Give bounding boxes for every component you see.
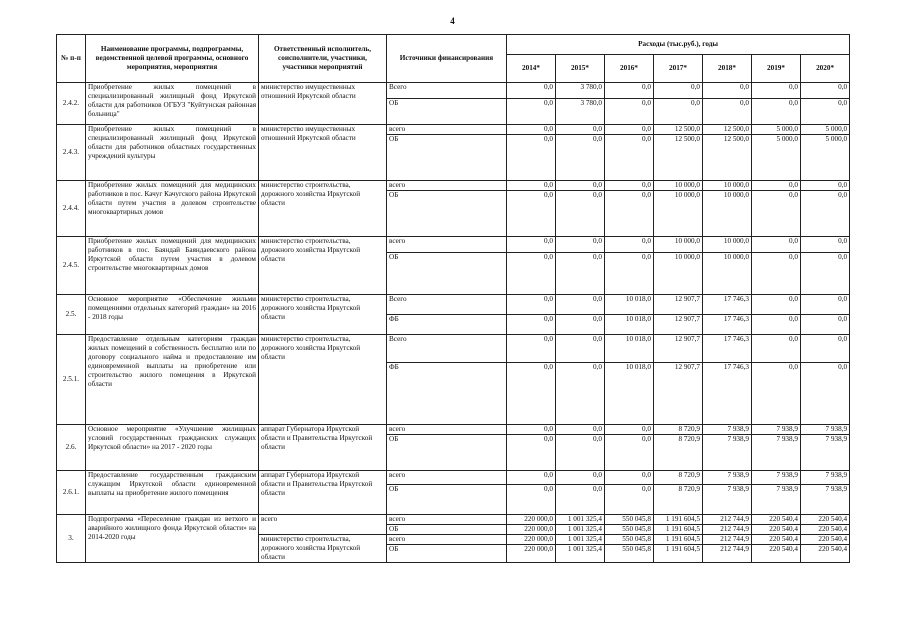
expense-value: 12 500,0: [654, 135, 703, 181]
funding-source: ФБ: [387, 363, 507, 425]
expense-value: 0,0: [507, 191, 556, 237]
header-expenses: Расходы (тыс.руб.), годы: [507, 35, 850, 55]
expense-value: 550 045,8: [605, 535, 654, 545]
expense-value: 0,0: [752, 315, 801, 335]
expense-value: 0,0: [507, 485, 556, 515]
row-number: 3.: [57, 515, 86, 563]
expense-value: 212 744,9: [703, 545, 752, 563]
responsible-executor: всего: [259, 515, 387, 535]
expense-value: 0,0: [507, 471, 556, 485]
expense-value: 8 720,9: [654, 485, 703, 515]
expense-value: 0,0: [556, 435, 605, 471]
expense-value: 0,0: [556, 425, 605, 435]
expense-value: 17 746,3: [703, 315, 752, 335]
expense-value: 7 938,9: [703, 485, 752, 515]
expense-value: 220 540,4: [752, 515, 801, 525]
measure-name: Подпрограмма «Переселение граждан из ветхого и аварийного жилищного фонда Иркутской области» на 2014-2020 годы: [86, 515, 259, 563]
expense-value: 12 907,7: [654, 315, 703, 335]
expense-value: 0,0: [752, 237, 801, 253]
responsible-executor: министерство строительства, дорожного хозяйства Иркутской области: [259, 237, 387, 295]
expense-value: 10 000,0: [703, 237, 752, 253]
expense-value: 0,0: [605, 485, 654, 515]
expense-value: 17 746,3: [703, 295, 752, 315]
responsible-executor: министерство имущественных отношений Иркутской области: [259, 125, 387, 181]
funding-source: ОБ: [387, 191, 507, 237]
expense-value: 0,0: [605, 135, 654, 181]
expense-value: 0,0: [556, 125, 605, 135]
expense-value: 8 720,9: [654, 471, 703, 485]
table-row: [57, 295, 850, 315]
expense-value: 0,0: [507, 237, 556, 253]
expense-value: 220 540,4: [801, 535, 850, 545]
expense-value: 10 000,0: [654, 181, 703, 191]
expense-value: 10 000,0: [654, 237, 703, 253]
expense-value: 1 191 604,5: [654, 535, 703, 545]
responsible-executor: министерство строительства, дорожного хозяйства Иркутской области: [259, 295, 387, 335]
header-num: № п-п: [57, 35, 86, 83]
expense-value: 220 540,4: [752, 545, 801, 563]
expense-value: 0,0: [556, 181, 605, 191]
expense-value: 220 540,4: [801, 515, 850, 525]
expense-value: 1 001 325,4: [556, 525, 605, 535]
header-year: 2014*: [507, 55, 556, 83]
row-number: 2.4.3.: [57, 125, 86, 181]
expense-value: 7 938,9: [752, 425, 801, 435]
header-responsible: Ответственный исполнитель, соисполнители, участники, участники мероприятий: [259, 35, 387, 83]
expense-value: 212 744,9: [703, 525, 752, 535]
expense-value: 1 001 325,4: [556, 515, 605, 525]
expense-value: 12 907,7: [654, 363, 703, 425]
row-number: 2.5.1.: [57, 335, 86, 425]
expense-value: 0,0: [752, 335, 801, 363]
expense-value: 0,0: [703, 99, 752, 125]
expense-value: 7 938,9: [752, 471, 801, 485]
header-year: 2020*: [801, 55, 850, 83]
expense-value: 0,0: [801, 253, 850, 295]
expense-value: 0,0: [556, 253, 605, 295]
expense-value: 212 744,9: [703, 535, 752, 545]
expense-value: 10 000,0: [703, 253, 752, 295]
funding-source: ОБ: [387, 135, 507, 181]
header-year: 2016*: [605, 55, 654, 83]
expense-value: 1 191 604,5: [654, 515, 703, 525]
expense-value: 0,0: [752, 363, 801, 425]
funding-source: всего: [387, 471, 507, 485]
expense-value: 17 746,3: [703, 363, 752, 425]
funding-source: ОБ: [387, 435, 507, 471]
expense-value: 0,0: [556, 471, 605, 485]
expense-value: 7 938,9: [703, 425, 752, 435]
funding-source: ФБ: [387, 315, 507, 335]
table-row: [57, 125, 850, 135]
expense-value: 0,0: [703, 83, 752, 99]
expense-value: 220 540,4: [752, 525, 801, 535]
expense-value: 0,0: [752, 83, 801, 99]
expense-value: 212 744,9: [703, 515, 752, 525]
row-number: 2.4.4.: [57, 181, 86, 237]
header-sources: Источники финансирования: [387, 35, 507, 83]
expense-value: 0,0: [752, 181, 801, 191]
expense-value: 0,0: [556, 335, 605, 363]
expense-value: 0,0: [605, 191, 654, 237]
expense-value: 12 500,0: [703, 135, 752, 181]
funding-source: всего: [387, 425, 507, 435]
row-number: 2.4.5.: [57, 237, 86, 295]
expense-value: 0,0: [507, 181, 556, 191]
expense-value: 0,0: [605, 125, 654, 135]
expense-value: 0,0: [556, 191, 605, 237]
header-year: 2015*: [556, 55, 605, 83]
table-row: [57, 181, 850, 191]
expense-value: 10 000,0: [654, 191, 703, 237]
expense-value: 5 000,0: [752, 125, 801, 135]
expense-value: 5 000,0: [801, 125, 850, 135]
expense-value: 7 938,9: [703, 435, 752, 471]
expense-value: 0,0: [507, 435, 556, 471]
responsible-executor: министерство строительства, дорожного хозяйства Иркутской области: [259, 335, 387, 425]
expenses-table: [56, 34, 850, 563]
funding-source: всего: [387, 181, 507, 191]
expense-value: 7 938,9: [801, 425, 850, 435]
expense-value: 550 045,8: [605, 525, 654, 535]
funding-source: ОБ: [387, 253, 507, 295]
expense-value: 10 000,0: [703, 181, 752, 191]
expense-value: 0,0: [801, 83, 850, 99]
expense-value: 3 780,0: [556, 99, 605, 125]
expense-value: 3 780,0: [556, 83, 605, 99]
expense-value: 0,0: [556, 295, 605, 315]
expense-value: 550 045,8: [605, 545, 654, 563]
funding-source: всего: [387, 515, 507, 525]
expense-value: 10 000,0: [703, 191, 752, 237]
expense-value: 0,0: [556, 237, 605, 253]
expense-value: 0,0: [556, 485, 605, 515]
row-number: 2.4.2.: [57, 83, 86, 125]
row-number: 2.5.: [57, 295, 86, 335]
responsible-executor: министерство имущественных отношений Иркутской области: [259, 83, 387, 125]
measure-name: Предоставление отдельным категориям граждан жилых помещений в собственность бесплатно или по договору социального найма и предоставление им единовременной выплаты на приобретение или строительство жилого помещения в Иркутской области: [86, 335, 259, 425]
expense-value: 8 720,9: [654, 435, 703, 471]
expense-value: 220 000,0: [507, 545, 556, 563]
expense-value: 0,0: [507, 99, 556, 125]
expense-value: 550 045,8: [605, 515, 654, 525]
row-number: 2.6.1.: [57, 471, 86, 515]
expense-value: 0,0: [507, 335, 556, 363]
measure-name: Приобретение жилых помещений в специализированный жилищный фонд Иркутской области для работников ОГБУЗ "Куйтунская районная больница": [86, 83, 259, 125]
expense-value: 0,0: [605, 435, 654, 471]
expense-value: 12 907,7: [654, 295, 703, 315]
expense-value: 7 938,9: [752, 435, 801, 471]
funding-source: Всего: [387, 83, 507, 99]
expense-value: 0,0: [605, 471, 654, 485]
funding-source: ОБ: [387, 525, 507, 535]
expense-value: 0,0: [605, 253, 654, 295]
funding-source: Всего: [387, 335, 507, 363]
responsible-executor: аппарат Губернатора Иркутской области и Правительства Иркутской области: [259, 425, 387, 471]
expense-value: 0,0: [801, 99, 850, 125]
expense-value: 0,0: [654, 83, 703, 99]
expense-value: 0,0: [801, 181, 850, 191]
table-row: [57, 83, 850, 99]
table-row: [57, 471, 850, 485]
expense-value: 220 000,0: [507, 525, 556, 535]
expense-value: 0,0: [556, 363, 605, 425]
row-number: 2.6.: [57, 425, 86, 471]
table-row: [57, 515, 850, 525]
expense-value: 0,0: [801, 335, 850, 363]
responsible-executor: министерство строительства, дорожного хозяйства Иркутской области: [259, 181, 387, 237]
expense-value: 1 191 604,5: [654, 525, 703, 535]
expense-value: 220 000,0: [507, 515, 556, 525]
funding-source: ОБ: [387, 99, 507, 125]
expense-value: 7 938,9: [801, 435, 850, 471]
expense-value: 5 000,0: [752, 135, 801, 181]
expense-value: 0,0: [752, 99, 801, 125]
expense-value: 8 720,9: [654, 425, 703, 435]
header-name: Наименование программы, подпрограммы, ведомственной целевой программы, основного мероприятия, мероприятия: [86, 35, 259, 83]
expense-value: 7 938,9: [801, 485, 850, 515]
table-row: [57, 237, 850, 253]
expense-value: 0,0: [801, 363, 850, 425]
expense-value: 0,0: [605, 425, 654, 435]
funding-source: Всего: [387, 295, 507, 315]
header-year: 2019*: [752, 55, 801, 83]
funding-source: ОБ: [387, 485, 507, 515]
expense-value: 0,0: [605, 237, 654, 253]
funding-source: всего: [387, 237, 507, 253]
table-row: [57, 335, 850, 363]
expense-value: 0,0: [605, 83, 654, 99]
expense-value: 0,0: [507, 83, 556, 99]
expense-value: 10 018,0: [605, 315, 654, 335]
expense-value: 1 001 325,4: [556, 545, 605, 563]
funding-source: ОБ: [387, 545, 507, 563]
expense-value: 10 018,0: [605, 363, 654, 425]
expense-value: 0,0: [507, 315, 556, 335]
expense-value: 220 540,4: [752, 535, 801, 545]
header-year: 2017*: [654, 55, 703, 83]
expense-value: 0,0: [556, 315, 605, 335]
expense-value: 0,0: [605, 181, 654, 191]
expense-value: 12 500,0: [654, 125, 703, 135]
expense-value: 0,0: [507, 125, 556, 135]
expense-value: 12 500,0: [703, 125, 752, 135]
expense-value: 0,0: [507, 253, 556, 295]
expense-value: 220 540,4: [801, 545, 850, 563]
expense-value: 7 938,9: [703, 471, 752, 485]
expense-value: 0,0: [752, 191, 801, 237]
expense-value: 10 018,0: [605, 295, 654, 315]
expense-value: 1 001 325,4: [556, 535, 605, 545]
expense-value: 0,0: [801, 191, 850, 237]
funding-source: всего: [387, 535, 507, 545]
measure-name: Приобретение жилых помещений для медицинских работников в пос. Качуг Качугского района Иркутской области путем участия в долевом строительстве многоквартирных домов: [86, 181, 259, 237]
responsible-executor: аппарат Губернатора Иркутской области и Правительства Иркутской области: [259, 471, 387, 515]
expense-value: 0,0: [507, 425, 556, 435]
expense-value: 5 000,0: [801, 135, 850, 181]
expense-value: 0,0: [801, 295, 850, 315]
expense-value: 0,0: [752, 253, 801, 295]
responsible-executor: министерство строительства, дорожного хозяйства Иркутской области: [259, 535, 387, 563]
expense-value: 0,0: [752, 295, 801, 315]
measure-name: Приобретение жилых помещений для медицинских работников в пос. Баяндай Баяндаевского района Иркутской области путем участия в долевом строительстве многоквартирных домов: [86, 237, 259, 295]
expense-value: 220 540,4: [801, 525, 850, 535]
expense-value: 1 191 604,5: [654, 545, 703, 563]
expense-value: 0,0: [507, 295, 556, 315]
funding-source: всего: [387, 125, 507, 135]
expense-value: 0,0: [507, 135, 556, 181]
expense-value: 0,0: [654, 99, 703, 125]
expense-value: 17 746,3: [703, 335, 752, 363]
page-number: 4: [450, 16, 455, 26]
table-row: [57, 425, 850, 435]
measure-name: Приобретение жилых помещений в специализированный жилищный фонд Иркутской области для работников областных государственных учреждений культуры: [86, 125, 259, 181]
expense-value: 12 907,7: [654, 335, 703, 363]
expense-value: 0,0: [801, 237, 850, 253]
measure-name: Основное мероприятие «Улучшение жилищных условий государственных гражданских служащих Иркутской области» на 2017 - 2020 годы: [86, 425, 259, 471]
expense-value: 0,0: [801, 315, 850, 335]
expense-value: 220 000,0: [507, 535, 556, 545]
header-year: 2018*: [703, 55, 752, 83]
expense-value: 0,0: [507, 363, 556, 425]
expense-value: 10 018,0: [605, 335, 654, 363]
expense-value: 7 938,9: [801, 471, 850, 485]
expense-value: 0,0: [605, 99, 654, 125]
expense-value: 10 000,0: [654, 253, 703, 295]
measure-name: Основное мероприятие «Обеспечение жильми помещениями отдельных категорий граждан» на 2016 - 2018 годы: [86, 295, 259, 335]
expense-value: 7 938,9: [752, 485, 801, 515]
expense-value: 0,0: [556, 135, 605, 181]
measure-name: Предоставление государственным гражданским служащим Иркутской области единовременной выплаты на приобретение жилого помещения: [86, 471, 259, 515]
